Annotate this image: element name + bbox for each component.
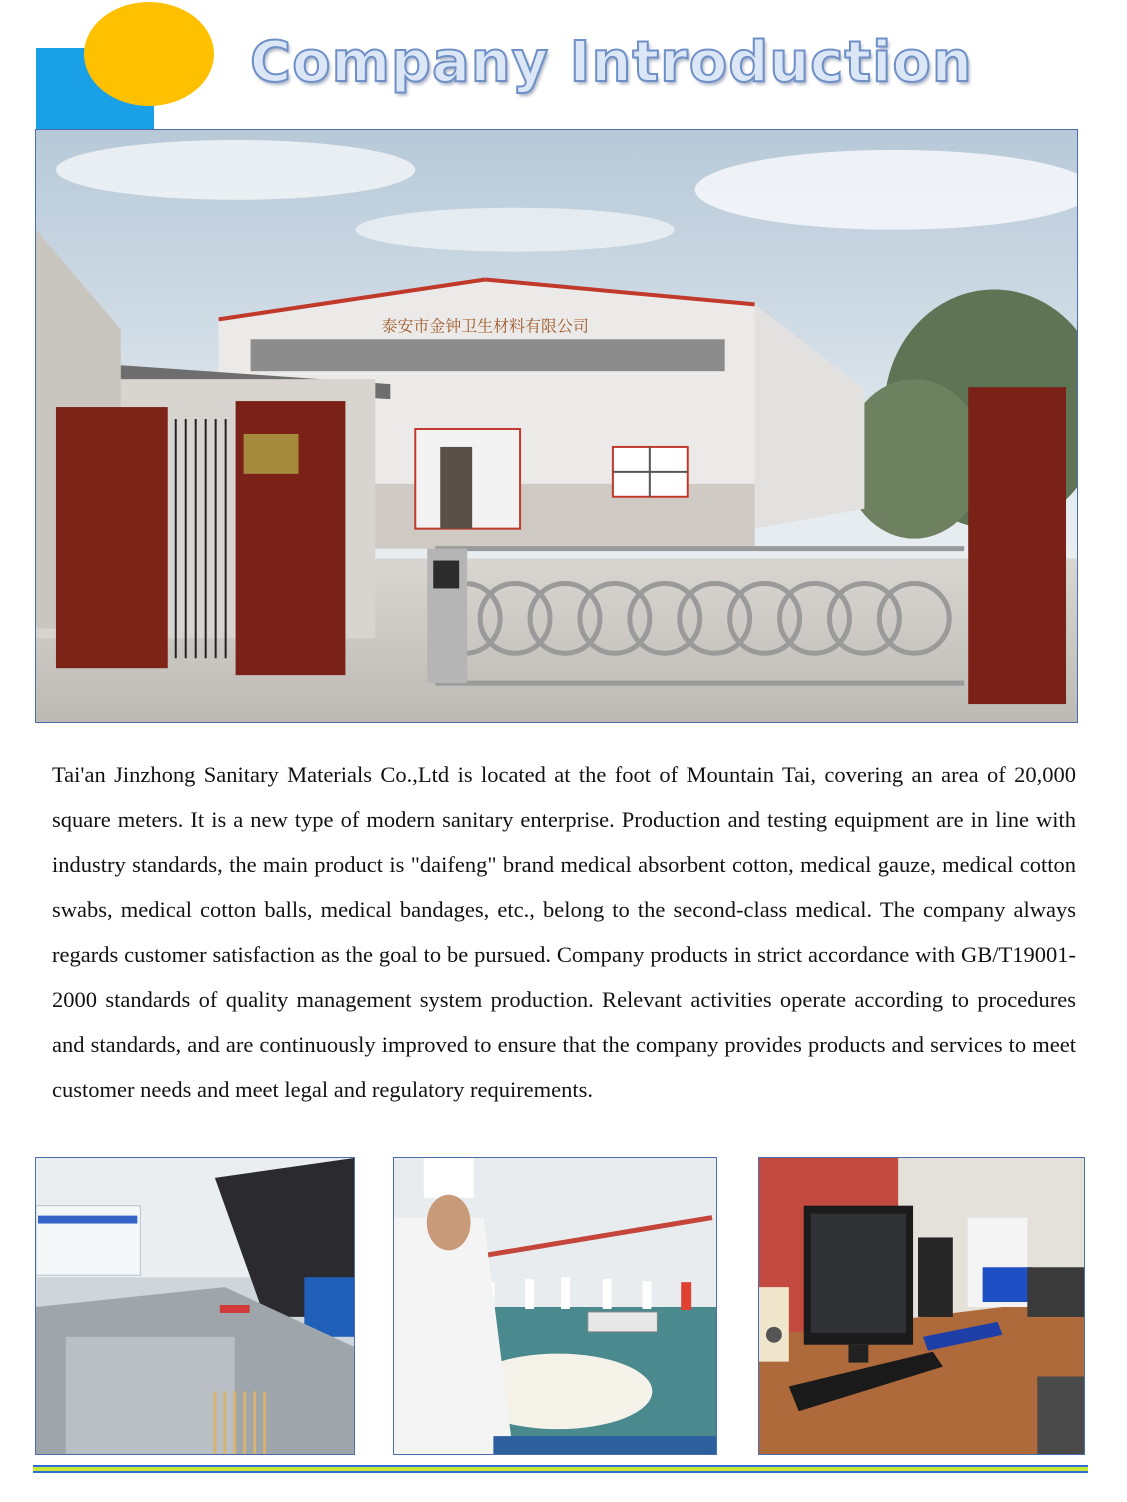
- decorative-yellow-circle: [84, 2, 214, 106]
- factory-sign-text: 泰安市金钟卫生材料有限公司: [381, 316, 589, 336]
- production-machine-illustration: [36, 1158, 354, 1454]
- page-title: Company Introduction: [250, 30, 973, 95]
- factory-gate-photo: [35, 129, 1078, 723]
- office-desk-illustration: [759, 1158, 1084, 1454]
- company-introduction-text: Tai'an Jinzhong Sanitary Materials Co.,Ltd is located at the foot of Mountain Tai, covering an area of 20,000 square meters. It is a new type of modern sanitary enterprise. Production and testing equipment are in line with industry standards, the main product is "daifeng" brand medical absorbent cotton, medical gauze, medical cotton swabs, medical cotton balls, medical bandages, etc., belong to the second-class medical. The company always regards customer satisfaction as the goal to be pursued. Company products in strict accordance with GB/T19001-2000 standards of quality management system production. Relevant activities operate according to procedures and standards, and are continuously improved to ensure that the company provides products and services to meet customer needs and meet legal and regulatory requirements.: [52, 762, 1076, 1102]
- office-desk-photo: [758, 1157, 1085, 1455]
- footer-accent-bar: [33, 1465, 1088, 1473]
- factory-gate-illustration: [36, 130, 1077, 722]
- production-machine-photo: [35, 1157, 355, 1455]
- cotton-processing-illustration: [394, 1158, 716, 1454]
- cotton-processing-photo: [393, 1157, 717, 1455]
